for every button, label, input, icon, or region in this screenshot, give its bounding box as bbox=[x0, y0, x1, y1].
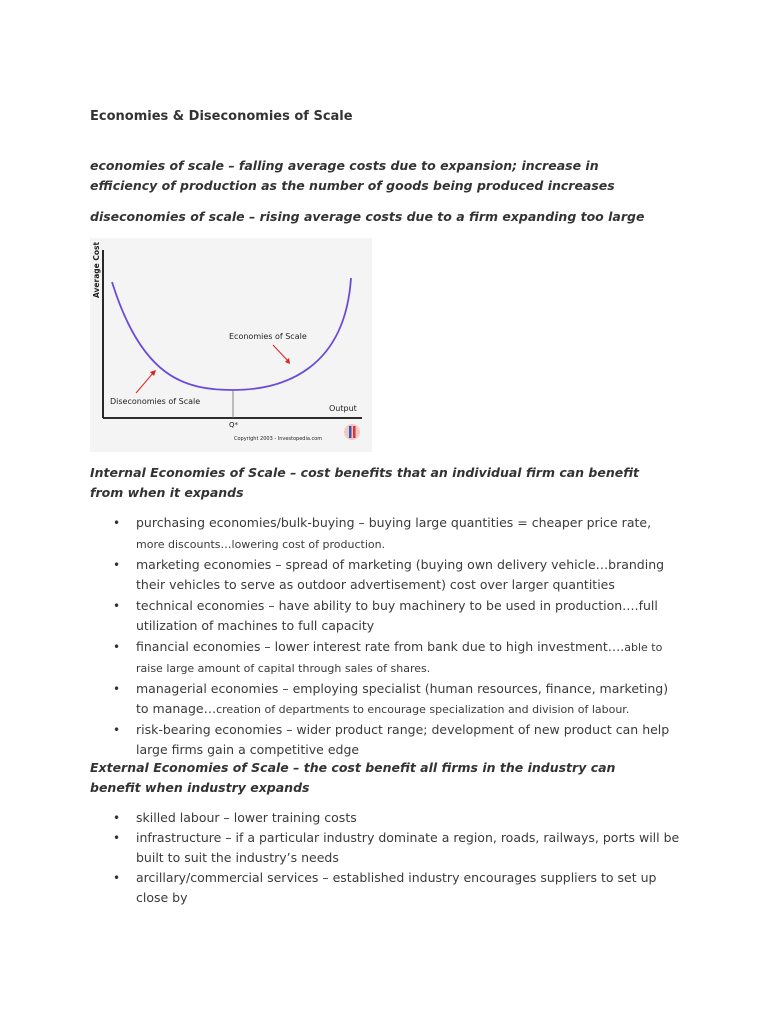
copyright-text: Copyright 2003 - Investopedia.com bbox=[234, 436, 323, 442]
list-item: • purchasing economies/bulk-buying – buying large quantities = cheaper price rate, more discounts…lowering cost of production. bbox=[90, 513, 680, 555]
list-item: • financial economies – lower interest rate from bank due to high investment….able to raise large amount of capital through sales of shares. bbox=[90, 637, 680, 679]
definition-economies: economies of scale – falling average costs due to expansion; increase in efficiency of production as the number of goods being produced increases bbox=[90, 158, 615, 193]
definition-diseconomies: diseconomies of scale – rising average costs due to a firm expanding too large bbox=[90, 209, 645, 224]
annotation-economies: Diseconomies of Scale bbox=[110, 397, 201, 406]
external-heading: External Economies of Scale – the cost benefit all firms in the industry can benefit when industry expands bbox=[90, 760, 616, 795]
arrow-diseconomies bbox=[273, 345, 289, 362]
investopedia-logo-icon bbox=[344, 424, 360, 440]
list-item: • arcillary/commercial services – established industry encourages suppliers to set up close by bbox=[90, 868, 680, 908]
list-item: • managerial economies – employing specialist (human resources, finance, marketing) to manage…creation of departments to encourage specialization and division of labour. bbox=[90, 679, 680, 720]
internal-list bbox=[90, 513, 680, 761]
list-item: • marketing economies – spread of marketing (buying own delivery vehicle…branding their vehicles to serve as outdoor advertisement) cost over larger quantities bbox=[90, 555, 680, 596]
annotation-diseconomies: Economies of Scale bbox=[229, 332, 307, 341]
list-item: • skilled labour – lower training costs bbox=[90, 808, 680, 828]
internal-heading: Internal Economies of Scale – cost benefits that an individual firm can benefit from when it expands bbox=[90, 465, 640, 500]
average-cost-chart bbox=[90, 238, 372, 452]
list-item: • infrastructure – if a particular industry dominate a region, roads, railways, ports will be built to suit the industry’s needs bbox=[90, 828, 680, 868]
x-tick-q-star: Q* bbox=[229, 421, 239, 429]
page-title: Economies & Diseconomies of Scale bbox=[90, 109, 353, 124]
list-item: • technical economies – have ability to buy machinery to be used in production….full utilization of machines to full capacity bbox=[90, 596, 680, 637]
chart-svg bbox=[90, 238, 372, 452]
y-axis-label: Average Cost bbox=[92, 241, 101, 298]
x-axis-label: Output bbox=[329, 404, 357, 413]
arrow-economies bbox=[136, 372, 154, 393]
list-item: • risk-bearing economies – wider product range; development of new product can help large firms gain a competitive edge bbox=[90, 720, 680, 761]
external-list bbox=[90, 808, 680, 908]
